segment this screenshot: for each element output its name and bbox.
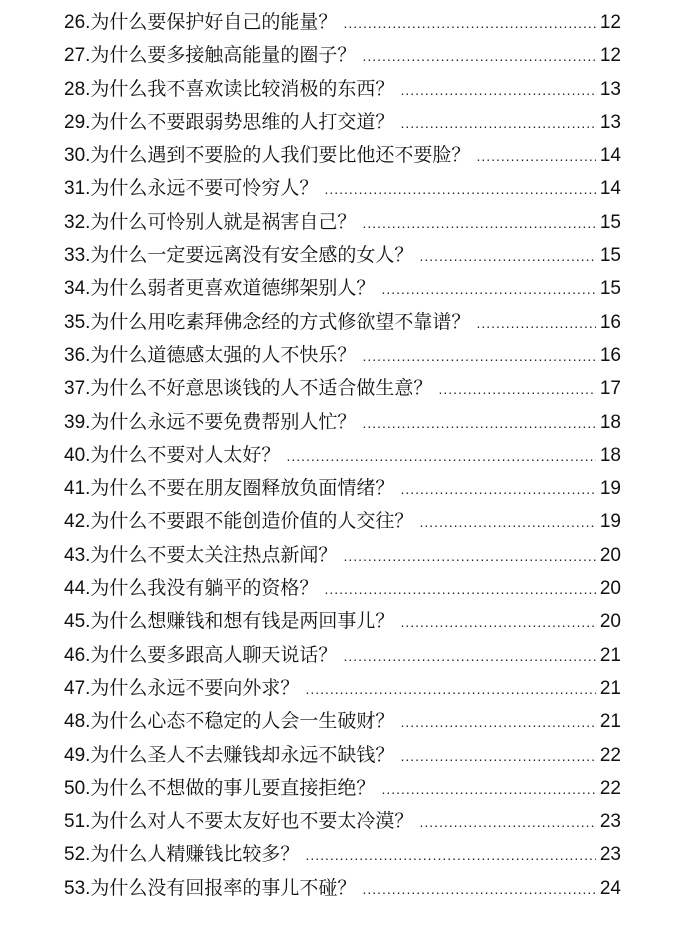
toc-dot-leader	[286, 440, 595, 473]
toc-entry-title: 为什么道德感太强的人不快乐？	[90, 343, 357, 366]
toc-entry-page-number: 14	[599, 178, 621, 200]
toc-entry-title: 为什么不要对人太好？	[90, 443, 281, 466]
toc-entry-number: 31.	[64, 178, 91, 200]
toc-entry[interactable]	[64, 505, 621, 538]
toc-dot-leader	[438, 373, 595, 406]
toc-entry-title: 为什么不想做的事儿要直接拒绝？	[90, 776, 376, 799]
toc-entry-title: 为什么对人不要太友好也不要太冷漠？	[90, 810, 414, 833]
toc-entry-page-number: 21	[599, 677, 621, 699]
toc-entry[interactable]	[64, 172, 621, 205]
toc-entry-page-number: 13	[599, 78, 621, 100]
toc-entry-title: 为什么永远不要向外求？	[90, 676, 300, 699]
toc-entry[interactable]	[64, 206, 621, 239]
toc-entry-page-number: 21	[599, 644, 621, 666]
toc-entry-number: 39.	[64, 411, 91, 433]
toc-dot-leader	[343, 540, 595, 573]
toc-entry-number: 43.	[64, 544, 91, 566]
toc-entry[interactable]	[64, 239, 621, 272]
toc-entry-title: 为什么要多接触高能量的圈子？	[90, 44, 357, 67]
toc-entry-page-number: 20	[599, 544, 621, 566]
toc-entry-title: 为什么我不喜欢读比较消极的东西？	[90, 77, 395, 100]
toc-entry-page-number: 18	[599, 411, 621, 433]
toc-entry-number: 53.	[64, 877, 91, 899]
toc-entry[interactable]	[64, 539, 621, 572]
toc-entry-number: 27.	[64, 45, 91, 67]
toc-entry-title: 为什么心态不稳定的人会一生破财？	[90, 710, 395, 733]
toc-entry-page-number: 19	[599, 511, 621, 533]
toc-entry-number: 32.	[64, 211, 91, 233]
toc-entry-number: 51.	[64, 811, 91, 833]
toc-dot-leader	[362, 873, 595, 906]
toc-dot-leader	[400, 107, 595, 140]
toc-entry-number: 28.	[64, 78, 91, 100]
toc-entry-title: 为什么要多跟高人聊天说话？	[90, 643, 338, 666]
toc-entry-page-number: 20	[599, 578, 621, 600]
table-of-contents	[64, 6, 621, 905]
toc-entry-number: 49.	[64, 744, 91, 766]
toc-dot-leader	[381, 773, 595, 806]
toc-entry-title: 为什么圣人不去赚钱却永远不缺钱？	[90, 743, 395, 766]
toc-entry-title: 为什么没有回报率的事儿不碰？	[90, 876, 357, 899]
toc-entry-title: 为什么不好意思谈钱的人不适合做生意？	[90, 377, 433, 400]
toc-dot-leader	[305, 839, 595, 872]
toc-entry[interactable]	[64, 139, 621, 172]
toc-entry-page-number: 24	[599, 877, 621, 899]
toc-entry[interactable]	[64, 672, 621, 705]
toc-dot-leader	[343, 7, 595, 40]
toc-entry-title: 为什么我没有躺平的资格？	[90, 577, 319, 600]
toc-entry-page-number: 18	[599, 444, 621, 466]
toc-entry-title: 为什么永远不要免费帮别人忙？	[90, 410, 357, 433]
toc-entry-page-number: 20	[599, 611, 621, 633]
toc-entry[interactable]	[64, 406, 621, 439]
toc-entry-number: 40.	[64, 444, 91, 466]
toc-dot-leader	[400, 740, 595, 773]
toc-entry-page-number: 22	[599, 744, 621, 766]
toc-entry[interactable]	[64, 106, 621, 139]
toc-entry-number: 52.	[64, 844, 91, 866]
toc-entry-page-number: 23	[599, 844, 621, 866]
toc-entry-number: 29.	[64, 111, 91, 133]
toc-entry[interactable]	[64, 306, 621, 339]
toc-dot-leader	[476, 307, 595, 340]
toc-entry[interactable]	[64, 272, 621, 305]
toc-dot-leader	[305, 673, 595, 706]
toc-dot-leader	[362, 407, 595, 440]
toc-entry-page-number: 12	[599, 12, 621, 33]
toc-entry-number: 50.	[64, 777, 91, 799]
toc-entry-page-number: 19	[599, 478, 621, 500]
toc-dot-leader	[362, 207, 595, 240]
toc-entry-number: 48.	[64, 711, 91, 733]
toc-entry-title: 为什么用吃素拜佛念经的方式修欲望不靠谱？	[90, 310, 471, 333]
toc-entry-title: 为什么不要在朋友圈释放负面情绪？	[90, 477, 395, 500]
toc-entry-title: 为什么不要跟弱势思维的人打交道？	[90, 110, 395, 133]
toc-entry[interactable]	[64, 605, 621, 638]
toc-entry-title: 为什么想赚钱和想有钱是两回事儿？	[90, 610, 395, 633]
toc-entry[interactable]	[64, 6, 621, 39]
toc-entry-number: 46.	[64, 644, 91, 666]
toc-dot-leader	[400, 473, 595, 506]
toc-entry-page-number: 17	[599, 378, 621, 400]
toc-dot-leader	[419, 506, 595, 539]
toc-dot-leader	[400, 606, 595, 639]
toc-entry-title: 为什么遇到不要脸的人我们要比他还不要脸？	[90, 144, 471, 167]
toc-entry-number: 30.	[64, 145, 91, 167]
toc-entry-number: 26.	[64, 12, 91, 33]
toc-entry-title: 为什么不要跟不能创造价值的人交往？	[90, 510, 414, 533]
toc-entry-page-number: 15	[599, 211, 621, 233]
toc-entry-page-number: 14	[599, 145, 621, 167]
toc-entry-title: 为什么弱者更喜欢道德绑架别人？	[90, 277, 376, 300]
toc-entry[interactable]	[64, 472, 621, 505]
toc-entry-page-number: 22	[599, 777, 621, 799]
toc-entry-title: 为什么永远不要可怜穷人？	[90, 177, 319, 200]
toc-dot-leader	[419, 240, 595, 273]
toc-dot-leader	[343, 640, 595, 673]
toc-dot-leader	[362, 340, 595, 373]
toc-entry[interactable]	[64, 772, 621, 805]
toc-entry[interactable]	[64, 572, 621, 605]
toc-dot-leader	[324, 573, 595, 606]
toc-entry-number: 37.	[64, 378, 91, 400]
toc-entry[interactable]	[64, 439, 621, 472]
toc-entry[interactable]	[64, 639, 621, 672]
toc-entry-number: 45.	[64, 611, 91, 633]
toc-entry-title: 为什么可怜别人就是祸害自己？	[90, 210, 357, 233]
toc-entry-page-number: 15	[599, 245, 621, 267]
toc-entry-number: 36.	[64, 344, 91, 366]
toc-entry-title: 为什么不要太关注热点新闻？	[90, 543, 338, 566]
toc-entry[interactable]	[64, 705, 621, 738]
toc-dot-leader	[400, 706, 595, 739]
toc-entry-number: 47.	[64, 677, 91, 699]
toc-entry[interactable]	[64, 39, 621, 72]
toc-entry-title: 为什么要保护好自己的能量？	[90, 11, 338, 33]
toc-dot-leader	[419, 806, 595, 839]
toc-entry[interactable]	[64, 339, 621, 372]
toc-entry[interactable]	[64, 838, 621, 871]
toc-entry[interactable]	[64, 372, 621, 405]
toc-entry[interactable]	[64, 739, 621, 772]
toc-entry-page-number: 15	[599, 278, 621, 300]
toc-entry-title: 为什么人精赚钱比较多？	[90, 843, 300, 866]
toc-entry-page-number: 23	[599, 811, 621, 833]
toc-entry-page-number: 21	[599, 711, 621, 733]
toc-dot-leader	[400, 74, 595, 107]
toc-entry-title: 为什么一定要远离没有安全感的女人？	[90, 244, 414, 267]
toc-entry-page-number: 16	[599, 311, 621, 333]
toc-dot-leader	[381, 273, 595, 306]
toc-entry-number: 44.	[64, 578, 91, 600]
toc-entry[interactable]	[64, 73, 621, 106]
toc-entry-number: 34.	[64, 278, 91, 300]
toc-dot-leader	[362, 40, 595, 73]
toc-entry-page-number: 12	[599, 45, 621, 67]
toc-entry-number: 41.	[64, 478, 91, 500]
toc-entry[interactable]	[64, 872, 621, 905]
toc-entry-number: 42.	[64, 511, 91, 533]
toc-entry-number: 33.	[64, 245, 91, 267]
toc-entry-page-number: 13	[599, 111, 621, 133]
toc-dot-leader	[476, 140, 595, 173]
toc-entry-number: 35.	[64, 311, 91, 333]
toc-entry[interactable]	[64, 805, 621, 838]
toc-entry-page-number: 16	[599, 344, 621, 366]
toc-dot-leader	[324, 173, 595, 206]
